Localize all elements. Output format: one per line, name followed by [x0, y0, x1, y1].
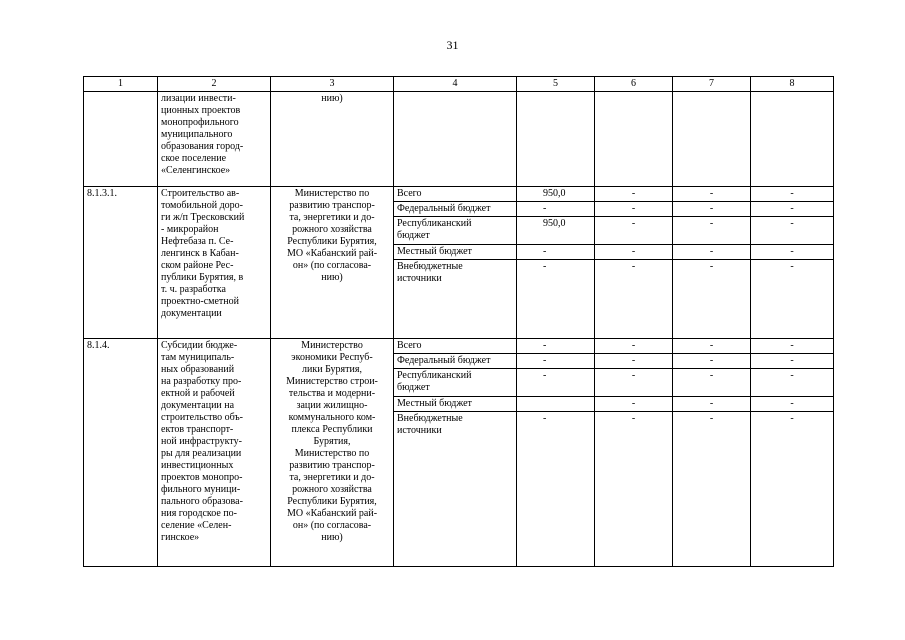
- value-v6: -: [595, 339, 673, 354]
- activity-name: Субсидии бюдже- там муниципаль- ных образований на разработку про- ектной и рабочей документации на строительство объ- ектов транспорт- ной инфраструкту- ры для реализации инвестиционных проектов монопро- фильного муници- пального образова- ния городское по- селение «Селен- гинское»: [158, 339, 271, 567]
- activity-code: 8.1.4.: [84, 339, 158, 567]
- funding-source: Федеральный бюджет: [394, 354, 517, 369]
- source-row: [84, 187, 834, 202]
- funding-source: Местный бюджет: [394, 245, 517, 260]
- value-v6: -: [595, 187, 673, 202]
- value-v8: -: [751, 187, 834, 202]
- funding-source: Федеральный бюджет: [394, 202, 517, 217]
- value-v7: -: [673, 339, 751, 354]
- value-v6: -: [595, 369, 673, 397]
- funding-source: Внебюджетные источники: [394, 412, 517, 567]
- value-v5: -: [517, 369, 595, 397]
- page-number: 31: [446, 38, 459, 52]
- value-v6: -: [595, 202, 673, 217]
- empty-cell: [394, 92, 517, 187]
- value-v5: -: [517, 245, 595, 260]
- column-header: 7: [673, 77, 751, 92]
- value-v7: -: [673, 354, 751, 369]
- column-header: 1: [84, 77, 158, 92]
- value-v5: [517, 397, 595, 412]
- column-header: 6: [595, 77, 673, 92]
- funding-source: Республиканский бюджет: [394, 369, 517, 397]
- executor-cell: нию): [271, 92, 394, 187]
- empty-cell: [673, 92, 751, 187]
- value-v8: -: [751, 339, 834, 354]
- value-v8: -: [751, 260, 834, 339]
- value-v7: -: [673, 412, 751, 567]
- column-header: 8: [751, 77, 834, 92]
- value-v7: -: [673, 187, 751, 202]
- empty-cell: [517, 92, 595, 187]
- value-v5: -: [517, 260, 595, 339]
- value-v8: -: [751, 245, 834, 260]
- funding-source: Внебюджетные источники: [394, 260, 517, 339]
- activity-code: 8.1.3.1.: [84, 187, 158, 339]
- value-v8: -: [751, 202, 834, 217]
- executor-cell: Министерство экономики Респуб- лики Бурятия, Министерство строи- тельства и модерни- зации жилищно- коммунального ком- плекса Республики Бурятия, Министерство по развитию транспор- та, энергетики и до- рожного хозяйства Республики Бурятия, МО «Кабанский рай- он» (по согласова- нию): [271, 339, 394, 567]
- value-v5: 950,0: [517, 217, 595, 245]
- value-v5: -: [517, 339, 595, 354]
- value-v7: -: [673, 260, 751, 339]
- source-row: [84, 339, 834, 354]
- value-v7: -: [673, 397, 751, 412]
- activity-name: Строительство ав- томобильной доро- ги ж/п Тресковский - микрорайон Нефтебаза п. Се- ленгинск в Кабан- ском районе Рес- публики Бурятия, в т. ч. разработка проектно-сметной документации: [158, 187, 271, 339]
- column-header-row: [84, 77, 834, 92]
- value-v8: -: [751, 412, 834, 567]
- funding-source: Республиканский бюджет: [394, 217, 517, 245]
- value-v7: -: [673, 369, 751, 397]
- value-v5: -: [517, 412, 595, 567]
- value-v7: -: [673, 202, 751, 217]
- funding-source: Всего: [394, 187, 517, 202]
- value-v6: -: [595, 260, 673, 339]
- column-header: 2: [158, 77, 271, 92]
- column-header: 5: [517, 77, 595, 92]
- value-v6: -: [595, 354, 673, 369]
- executor-cell: Министерство по развитию транспор- та, энергетики и до- рожного хозяйства Республики Бурятия, МО «Кабанский рай- он» (по согласова- нию): [271, 187, 394, 339]
- activity-name: лизации инвести- ционных проектов монопрофильного муниципального образования город- ское поселение «Селенгинское»: [158, 92, 271, 187]
- empty-cell: [751, 92, 834, 187]
- value-v6: -: [595, 397, 673, 412]
- value-v8: -: [751, 397, 834, 412]
- value-v8: -: [751, 217, 834, 245]
- value-v5: -: [517, 354, 595, 369]
- value-v7: -: [673, 217, 751, 245]
- value-v6: -: [595, 245, 673, 260]
- funding-source: Местный бюджет: [394, 397, 517, 412]
- column-header: 3: [271, 77, 394, 92]
- value-v7: -: [673, 245, 751, 260]
- continuation-row: [84, 92, 834, 187]
- value-v6: -: [595, 217, 673, 245]
- value-v6: -: [595, 412, 673, 567]
- code-cell: [84, 92, 158, 187]
- value-v8: -: [751, 369, 834, 397]
- value-v8: -: [751, 354, 834, 369]
- value-v5: 950,0: [517, 187, 595, 202]
- column-header: 4: [394, 77, 517, 92]
- empty-cell: [595, 92, 673, 187]
- budget-table: [83, 76, 834, 567]
- funding-source: Всего: [394, 339, 517, 354]
- value-v5: -: [517, 202, 595, 217]
